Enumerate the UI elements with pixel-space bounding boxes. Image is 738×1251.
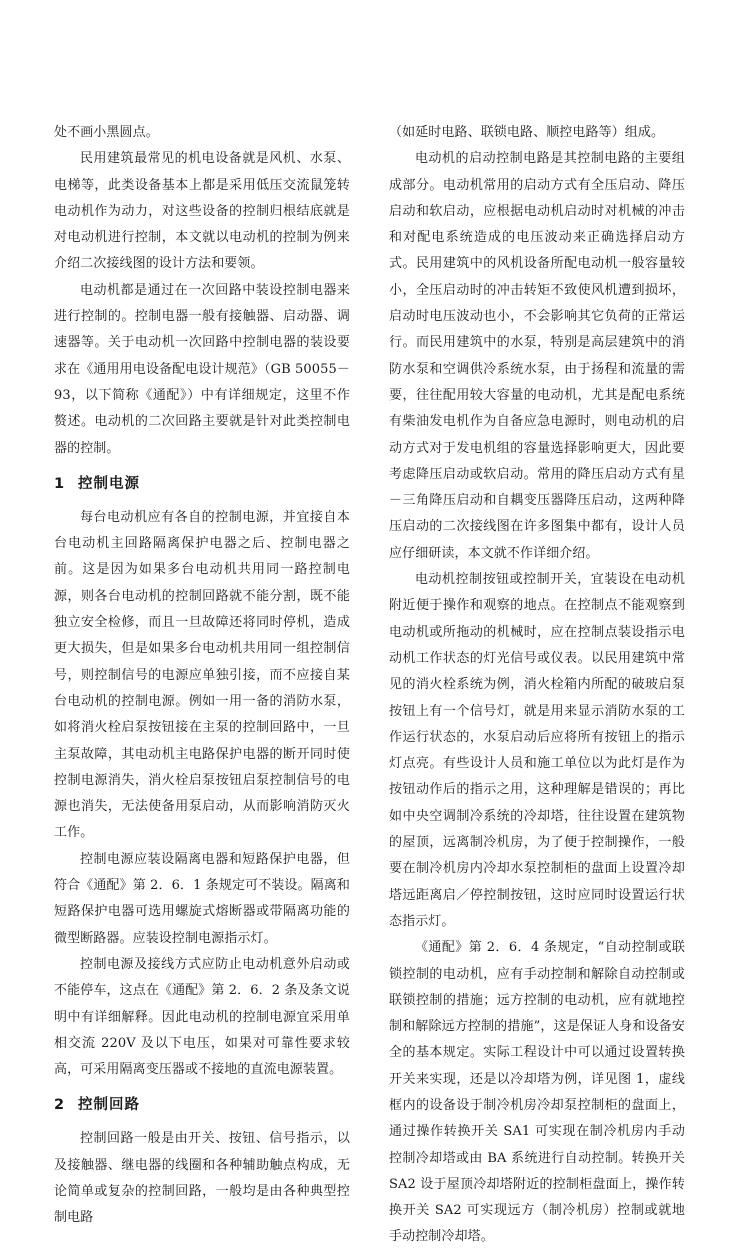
paragraph: 民用建筑最常见的机电设备就是风机、水泵、电梯等，此类设备基本上都是采用低压交流鼠笼转电动机作为动力，对这些设备的控制归根结底就是对电动机进行控制，本文就以电动机的控制为例来介绍二次接线图的设计方法和要领。 [54, 151, 350, 272]
section-title: 控制电源 [78, 475, 140, 492]
section-number: 1 [54, 475, 66, 492]
paragraph: 控制回路一般是由开关、按钮、信号指示，以及接触器、继电器的线圈和各种辅助触点构成，无论简单或复杂的控制回路，一般均是由各种典型控制电路 [54, 1131, 350, 1226]
paragraph: 《通配》第 2．6．4 条规定，“自动控制或联锁控制的电动机，应有手动控制和解除自动控制或联锁控制的措施；远方控制的电动机，应有就地控制和解除远方控制的措施”，这是保证人身和设备安全的基本规定。实际工程设计中可以通过设置转换开关来实现，还是以冷却塔为例，详见图 1，虚线框内的设备设于制冷机房冷却泵控制柜的盘面上，通过操作转换开关 SA1 可实现在制冷机房内手动控制冷却塔或由 BA 系统进行自动控制。转换开关 SA2 设于屋顶冷却塔附近的控制柜盘面上，操作转换开关 SA2 可实现远方（制冷机房）控制或就地手动控制冷却塔。 [389, 940, 685, 1245]
paragraph: 处不画小黑圆点。 [54, 125, 159, 140]
paragraph: 控制电源及接线方式应防止电动机意外启动或不能停车，这点在《通配》第 2．6．2 条及条文说明中有详细解释。因此电动机的控制电源宜采用单相交流 220V 及以下电压，如果对可靠性要求较高，可采用隔离变压器或不接地的直流电源装置。 [54, 956, 350, 1078]
section-title: 控制回路 [78, 1097, 140, 1114]
paragraph: 电动机的启动控制电路是其控制电路的主要组成部分。电动机常用的启动方式有全压启动、降压启动和软启动，应根据电动机启动时对机械的冲击和对配电系统造成的电压波动来正确选择启动方式。民用建筑中的风机设备所配电动机一般容量较小，全压启动时的冲击转矩不致使风机遭到损坏，启动时电压波动也小，不会影响其它负荷的正常运行。而民用建筑中的水泵，特别是高层建筑中的消防水泵和空调供冷系统水泵，由于扬程和流量的需要，往往配用较大容量的电动机，尤其是配电系统有柴油发电机作为自备应急电源时，则电动机的启动方式对于发电机组的容量选择影响更大，因此要考虑降压启动或软启动。常用的降压启动方式有星－三角降压启动和自耦变压器降压启动，这两种降压启动的二次接线图在许多图集中都有，设计人员应仔细研读，本文就不作详细介绍。 [389, 151, 685, 561]
section-heading-control-power [54, 471, 350, 497]
paragraph: 控制电源应装设隔离电器和短路保护电器，但符合《通配》第 2．6．1 条规定可不装设。隔离和短路保护电器可选用螺旋式熔断器或带隔离功能的微型断路器。应装设控制电源指示灯。 [54, 851, 350, 946]
paragraph: 电动机控制按钮或控制开关，宜装设在电动机附近便于操作和观察的地点。在控制点不能观察到电动机或所拖动的机械时，应在控制点装设指示电动机工作状态的灯光信号或仪表。以民用建筑中常见的消火栓系统为例，消火栓箱内所配的破玻启泵按钮上有一个信号灯，就是用来显示消防水泵的工作运行状态的，水泵启动后应将所有按钮上的指示灯点亮。有些设计人员和施工单位以为此灯是作为按钮动作后的指示之用，这种理解是错误的；再比如中央空调制冷系统的冷却塔，往往设置在建筑物的屋顶，远离制冷机房，为了便于控制操作，一般要在制冷机房内冷却水泵控制柜的盘面上设置冷却塔远距离启／停控制按钮，这时应同时设置运行状态指示灯。 [389, 572, 685, 929]
section-heading-control-circuit [54, 1092, 350, 1118]
paragraph: （如延时电路、联锁电路、顺控电路等）组成。 [389, 125, 665, 140]
left-column [54, 120, 350, 1232]
section-number: 2 [54, 1097, 66, 1114]
paragraph: 电动机都是通过在一次回路中装设控制电器来进行控制的。控制电器一般有接触器、启动器、调速器等。关于电动机一次回路中控制电器的装设要求在《通用用电设备配电设计规范》（GB 50055－93，以下简称《通配》）中有详细规定，这里不作赘述。电动机的二次回路主要就是针对此类控制电器的控制。 [54, 282, 350, 456]
paragraph: 每台电动机应有各自的控制电源，并宜接自本台电动机主回路隔离保护电器之后、控制电器之前。这是因为如果多台电动机共用同一路控制电源，则各台电动机的控制回路就不能分割，既不能独立安全检修，而且一旦故障还将同时停机，造成更大损失，但是如果多台电动机共用同一组控制信号，则控制信号的电源应单独引接，而不应接自某台电动机的控制电源。例如一用一备的消防水泵，如将消火栓启泵按钮接在主泵的控制回路中，一旦主泵故障，其电动机主电路保护电器的断开同时使控制电源消失，消火栓启泵按钮启泵控制信号的电源也消失，无法使备用泵启动，从而影响消防灭火工作。 [54, 509, 350, 841]
right-column [389, 120, 685, 1251]
